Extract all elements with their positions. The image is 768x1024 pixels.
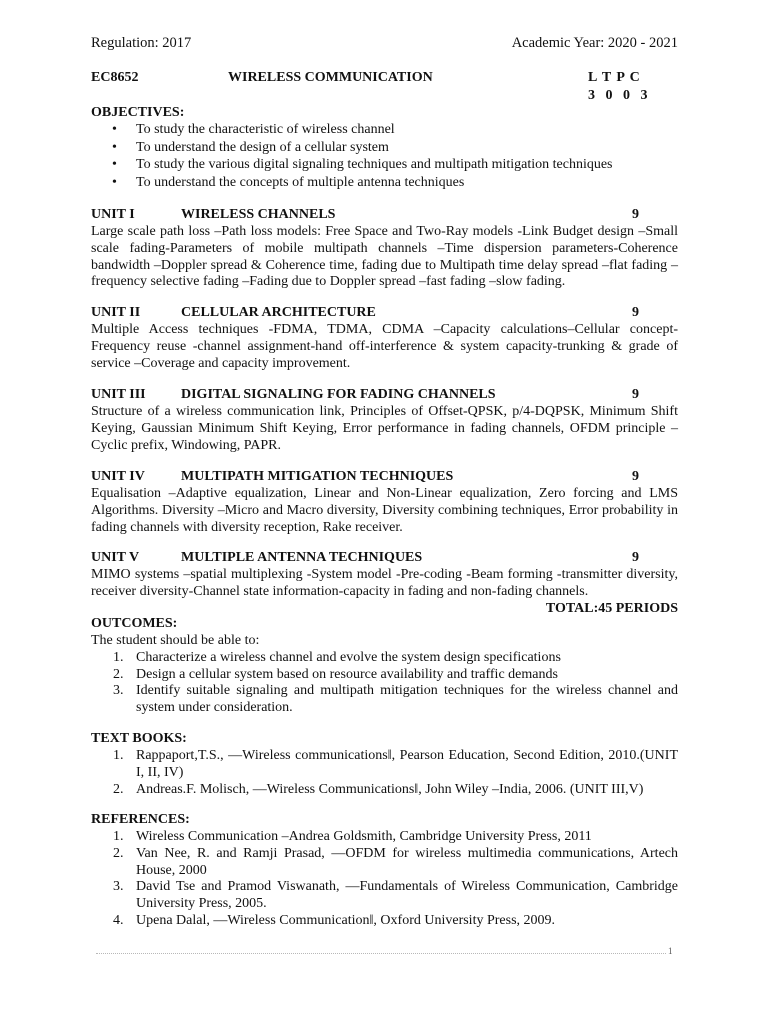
unit-content: Structure of a wireless communication link, Principles of Offset-QPSK, p/4-DQPSK, Minimum Shift Keying, Gaussian Minimum Shift Keying, Error performance in fading channels, OFDM principle –Cyclic prefix, Windowing, PAPR.: [91, 404, 678, 453]
unit-label: UNIT I: [91, 207, 135, 222]
reference-item: 1. Wireless Communication –Andrea Goldsmith, Cambridge University Press, 2011: [113, 829, 592, 844]
unit-content: Large scale path loss –Path loss models: Free Space and Two-Ray models -Link Budget design –Small scale fading-Parameters of mobile multipath channels –Time dispersion parameters-Coherence bandwidth –Doppler spread & Coherence time, fading due to Multipath time delay spread –flat fading –frequency selective fading –Fading due to Doppler spread –fast fading –slow fading.: [91, 224, 678, 290]
outcomes-section: [91, 616, 678, 717]
page-number: 1: [668, 946, 673, 956]
text-book-item: 1. Rappaport,T.S., —Wireless communications‖, Pearson Education, Second Edition, 2010.(UNIT I, II, IV): [113, 748, 678, 780]
reference-text: Van Nee, R. and Ramji Prasad, —OFDM for wireless multimedia communications, Artech House, 2000: [136, 845, 678, 878]
references-section: [91, 812, 678, 930]
objectives-heading: OBJECTIVES:: [91, 105, 185, 120]
reference-text: Wireless Communication –Andrea Goldsmith, Cambridge University Press, 2011: [136, 829, 592, 844]
footer-divider: [96, 953, 666, 955]
outcomes-intro: The student should be able to:: [91, 633, 260, 648]
course-code: EC8652: [91, 70, 139, 85]
unit-periods: 9: [632, 305, 639, 320]
unit-5-section: [91, 550, 678, 617]
objective-item: • To understand the design of a cellular system: [91, 140, 678, 158]
outcomes-list: [91, 650, 678, 717]
references-heading: REFERENCES:: [91, 812, 190, 827]
unit-periods: 9: [632, 550, 639, 565]
unit-3-heading: [91, 387, 678, 404]
unit-2-section: [91, 305, 678, 372]
text-book-item: 2. Andreas.F. Molisch, —Wireless Communications‖, John Wiley –India, 2006. (UNIT III,V): [113, 781, 644, 797]
unit-periods: 9: [632, 207, 639, 222]
unit-label: UNIT III: [91, 387, 146, 402]
objective-item: • To understand the concepts of multiple antenna techniques: [91, 175, 678, 193]
objective-item: • To study the characteristic of wireless channel: [91, 122, 678, 140]
unit-title: CELLULAR ARCHITECTURE: [181, 305, 376, 320]
unit-5-heading: [91, 550, 678, 567]
regulation-label: Regulation: 2017: [91, 35, 192, 51]
text-book-text: Andreas.F. Molisch, —Wireless Communications‖, John Wiley –India, 2006. (UNIT III,V): [136, 781, 644, 797]
reference-text: David Tse and Pramod Viswanath, —Fundamentals of Wireless Communication, Cambridge University Press, 2005.: [136, 879, 678, 912]
outcome-text: Characterize a wireless channel and evolve the system design specifications: [136, 649, 561, 665]
academic-year-label: Academic Year: 2020 - 2021: [511, 35, 678, 51]
text-books-heading: TEXT BOOKS:: [91, 731, 187, 746]
objective-item: • To study the various digital signaling techniques and multipath mitigation techniques: [91, 157, 678, 175]
reference-item: 2. Van Nee, R. and Ramji Prasad, —OFDM for wireless multimedia communications, Artech House, 2000: [113, 845, 678, 878]
unit-label: UNIT II: [91, 305, 141, 320]
text-book-text: Rappaport,T.S., —Wireless communications‖, Pearson Education, Second Edition, 2010.(UNIT I, II, IV): [136, 748, 678, 780]
reference-item: 4. Upena Dalal, —Wireless Communication‖, Oxford University Press, 2009.: [113, 912, 556, 928]
references-list: [91, 829, 678, 930]
unit-periods: 9: [632, 387, 639, 402]
unit-title: DIGITAL SIGNALING FOR FADING CHANNELS: [181, 387, 496, 402]
unit-content: Equalisation –Adaptive equalization, Linear and Non-Linear equalization, Zero forcing and LMS Algorithms. Diversity –Micro and Macro diversity, Diversity combining techniques, Error probability in fading channels with diversity reception, Rake receiver.: [91, 486, 678, 535]
unit-1-section: [91, 207, 678, 291]
ltpc-heading: L T P C: [588, 70, 641, 85]
text-books-section: [91, 731, 678, 798]
unit-title: MULTIPLE ANTENNA TECHNIQUES: [181, 550, 423, 565]
unit-4-section: [91, 469, 678, 536]
unit-label: UNIT V: [91, 550, 140, 565]
outcome-text: Design a cellular system based on resource availability and traffic demands: [136, 666, 558, 682]
total-periods: TOTAL:45 PERIODS: [545, 600, 678, 616]
reference-text: Upena Dalal, —Wireless Communication‖, Oxford University Press, 2009.: [136, 912, 556, 928]
reference-item: 3. David Tse and Pramod Viswanath, —Fundamentals of Wireless Communication, Cambridge University Press, 2005.: [113, 879, 678, 912]
unit-periods: 9: [632, 469, 639, 484]
outcome-item: 2. Design a cellular system based on resource availability and traffic demands: [113, 666, 558, 682]
unit-content: Multiple Access techniques -FDMA, TDMA, CDMA –Capacity calculations–Cellular concept-Frequency reuse -channel assignment-hand off-interference & system capacity-trunking & grade of service –Coverage and capacity improvement.: [91, 322, 678, 371]
unit-title: WIRELESS CHANNELS: [181, 207, 336, 222]
objectives-section: [91, 105, 678, 192]
unit-3-section: [91, 387, 678, 454]
outcome-item: 3. Identify suitable signaling and multipath mitigation techniques for the wireless channel and system under consideration.: [113, 683, 678, 716]
course-title: WIRELESS COMMUNICATION: [228, 70, 433, 85]
unit-label: UNIT IV: [91, 469, 145, 484]
text-books-list: [91, 748, 678, 798]
unit-title: MULTIPATH MITIGATION TECHNIQUES: [181, 469, 454, 484]
unit-4-heading: [91, 469, 678, 486]
outcome-text: Identify suitable signaling and multipath mitigation techniques for the wireless channel and system under consideration.: [136, 683, 678, 716]
ltpc-values: 3 0 0 3: [588, 88, 651, 103]
unit-content: MIMO systems –spatial multiplexing -System model -Pre-coding -Beam forming -transmitter diversity, receiver diversity-Channel state information-capacity in fading and non-fading channels.: [91, 567, 678, 599]
unit-2-heading: [91, 305, 678, 322]
outcomes-heading: OUTCOMES:: [91, 616, 178, 631]
outcome-item: 1. Characterize a wireless channel and evolve the system design specifications: [113, 649, 561, 665]
objectives-list: [91, 122, 678, 192]
unit-1-heading: [91, 207, 678, 224]
